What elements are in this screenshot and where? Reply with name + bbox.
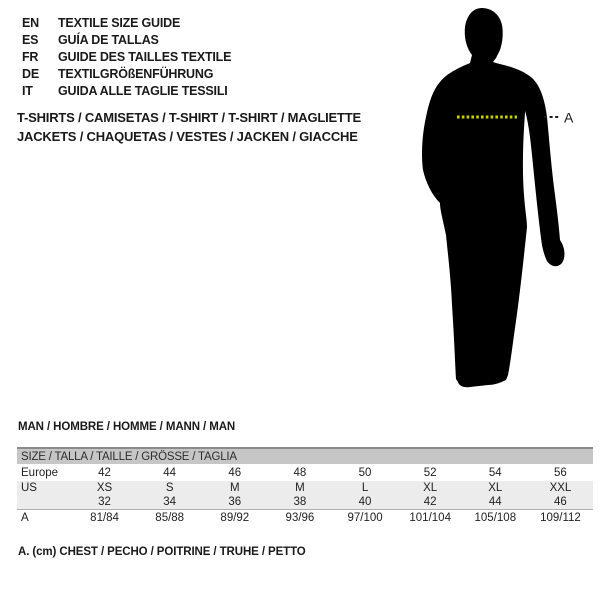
size-cell: S	[165, 482, 174, 494]
size-cell: XS	[96, 482, 113, 494]
size-cell: 46	[554, 495, 567, 508]
size-cell: 85/88	[137, 509, 202, 527]
man-figure	[410, 5, 580, 395]
garment-categories	[17, 109, 361, 146]
size-row-us-numeric	[17, 495, 593, 509]
language-code: ES	[22, 33, 39, 47]
size-table-wrap	[17, 447, 593, 527]
size-cell: 32	[98, 495, 111, 508]
size-cell: 34	[163, 495, 177, 508]
size-cell: 38	[293, 495, 307, 508]
category-line-2: JACKETS / CHAQUETAS / VESTES / JACKEN / GIACCHE	[17, 128, 358, 144]
language-list	[22, 15, 231, 100]
size-cell: 89/92	[202, 509, 267, 527]
size-cell: 109/112	[528, 509, 593, 527]
size-cell: L	[361, 482, 369, 494]
language-title: GUIDA ALLE TAGLIE TESSILI	[58, 84, 228, 98]
language-title: TEXTILE SIZE GUIDE	[58, 16, 181, 30]
language-code: IT	[22, 84, 33, 98]
measurement-footnote: A. (cm) CHEST / PECHO / POITRINE / TRUHE / PETTO	[18, 546, 306, 558]
section-title-man: MAN / HOMBRE / HOMME / MANN / MAN	[18, 421, 236, 433]
size-cell: 46	[228, 466, 242, 479]
language-title: TEXTILGRÖßENFÜHRUNG	[58, 67, 214, 81]
size-table-header-row	[17, 448, 593, 464]
size-cell: 52	[423, 466, 437, 479]
size-cell: M	[230, 482, 240, 494]
size-cell: 101/104	[398, 509, 463, 527]
size-cell: M	[295, 482, 305, 494]
size-row-label	[17, 495, 72, 509]
language-row-en	[22, 15, 231, 32]
size-cell: XL	[423, 482, 438, 494]
size-row-label: A	[17, 509, 72, 527]
man-silhouette	[422, 8, 530, 387]
size-cell: 56	[554, 466, 567, 479]
size-cell: 105/108	[463, 509, 528, 527]
size-cell: 81/84	[72, 509, 137, 527]
size-cell: 48	[293, 466, 307, 479]
language-row-fr	[22, 49, 231, 66]
size-cell: 36	[228, 495, 242, 508]
category-line-1: T-SHIRTS / CAMISETAS / T-SHIRT / T-SHIRT / MAGLIETTE	[17, 110, 361, 125]
measure-label-a: A	[564, 109, 574, 126]
language-row-es	[22, 32, 231, 49]
size-cell: 93/96	[267, 509, 332, 527]
size-cell: 44	[488, 495, 502, 508]
size-table	[17, 447, 593, 527]
size-cell: 50	[358, 466, 372, 479]
size-row-label: US	[21, 482, 37, 494]
language-code: EN	[22, 16, 39, 30]
language-title: GUÍA DE TALLAS	[58, 33, 159, 47]
size-cell: 54	[488, 466, 502, 479]
size-row-a	[17, 509, 593, 527]
size-row-label: Europe	[21, 466, 59, 479]
language-title: GUIDE DES TAILLES TEXTILE	[58, 50, 232, 64]
language-row-de	[22, 66, 231, 83]
size-row-europe	[17, 464, 593, 481]
size-cell: 42	[98, 466, 111, 479]
size-cell: XXL	[549, 482, 572, 494]
language-code: DE	[22, 67, 39, 81]
size-cell: 97/100	[333, 509, 398, 527]
size-table-body	[17, 464, 593, 527]
size-cell: 40	[358, 495, 372, 508]
size-cell: 42	[423, 495, 437, 508]
size-cell: XL	[488, 482, 503, 494]
language-code: FR	[22, 50, 39, 64]
size-table-header: SIZE / TALLA / TAILLE / GRÖSSE / TAGLIA	[17, 448, 593, 464]
size-cell: 44	[163, 466, 177, 479]
size-row-us	[17, 481, 593, 495]
language-row-it	[22, 83, 231, 100]
